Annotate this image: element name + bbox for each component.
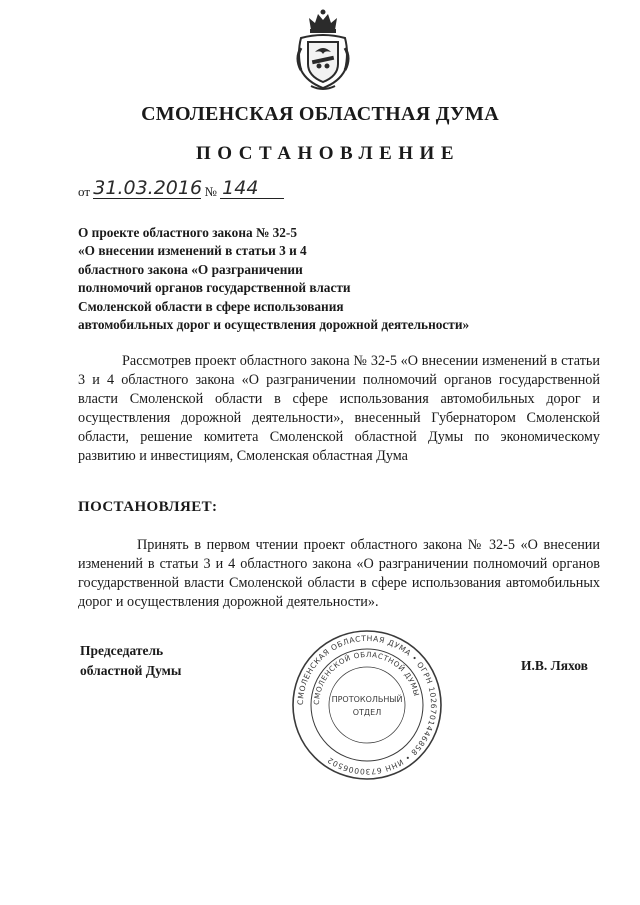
preamble-paragraph: Рассмотрев проект областного закона № 32-5 «О внесении изменений в статьи 3 и 4 областного закона «О разграничении полномочий органов государственной власти Смоленской области в сфере использования автомобильных дорог и осуществления дорожной деятельности», внесенный Губернатором Смоленской области, решение комитета Смоленской областной Думы по экономическому развитию и инвестициям, Смоленская областная Дума <box>78 353 600 464</box>
resolution-paragraph: Принять в первом чтении проект областного закона № 32-5 «О внесении изменений в статьи 3 и 4 областного закона «О разграничении полномочий органов государственной власти Смоленской области в сфере использования автомобильных дорог и осуществления дорожной деятельности». <box>78 537 600 610</box>
document-number: 144 <box>220 178 284 199</box>
signer-title-line: Председатель <box>80 643 164 658</box>
document-date: 31.03.2016 <box>93 177 203 199</box>
decrees-heading: ПОСТАНОВЛЯЕТ: <box>78 499 218 515</box>
subject-line: О проекте областного закона № 32-5 <box>78 225 298 240</box>
document-subject <box>78 224 469 334</box>
organization-title: СМОЛЕНСКАЯ ОБЛАСТНАЯ ДУМА <box>141 103 499 125</box>
subject-line: областного закона «О разграничении <box>78 261 303 277</box>
dateline <box>78 178 284 200</box>
subject-line: Смоленской области в сфере использования <box>78 298 344 314</box>
subject-line: «О внесении изменений в статьи 3 и 4 <box>78 243 307 259</box>
stamp-center-line: ПРОТОКОЛЬНЫЙ <box>331 695 403 704</box>
number-label: № <box>204 184 217 199</box>
coat-of-arms-icon <box>293 8 353 92</box>
signer-title-line: областной Думы <box>80 662 182 678</box>
signer-name: И.В. Ляхов <box>521 658 588 673</box>
signer-title <box>80 641 181 680</box>
subject-line: полномочий органов государственной власти <box>78 280 351 296</box>
stamp-ring-text: СМОЛЕНСКАЯ ОБЛАСТНАЯ ДУМА • ОГРН 1026701446858 • ИНН 6730006502 <box>295 633 439 777</box>
date-label: от <box>78 184 91 199</box>
subject-line: автомобильных дорог и осуществления дорожной деятельности» <box>78 317 470 333</box>
official-stamp <box>287 625 447 785</box>
document-type: ПОСТАНОВЛЕНИЕ <box>195 143 461 164</box>
stamp-inner-text: СМОЛЕНСКОЙ ОБЛАСТНОЙ ДУМЫ <box>311 649 422 706</box>
stamp-center-line: ОТДЕЛ <box>352 708 382 717</box>
